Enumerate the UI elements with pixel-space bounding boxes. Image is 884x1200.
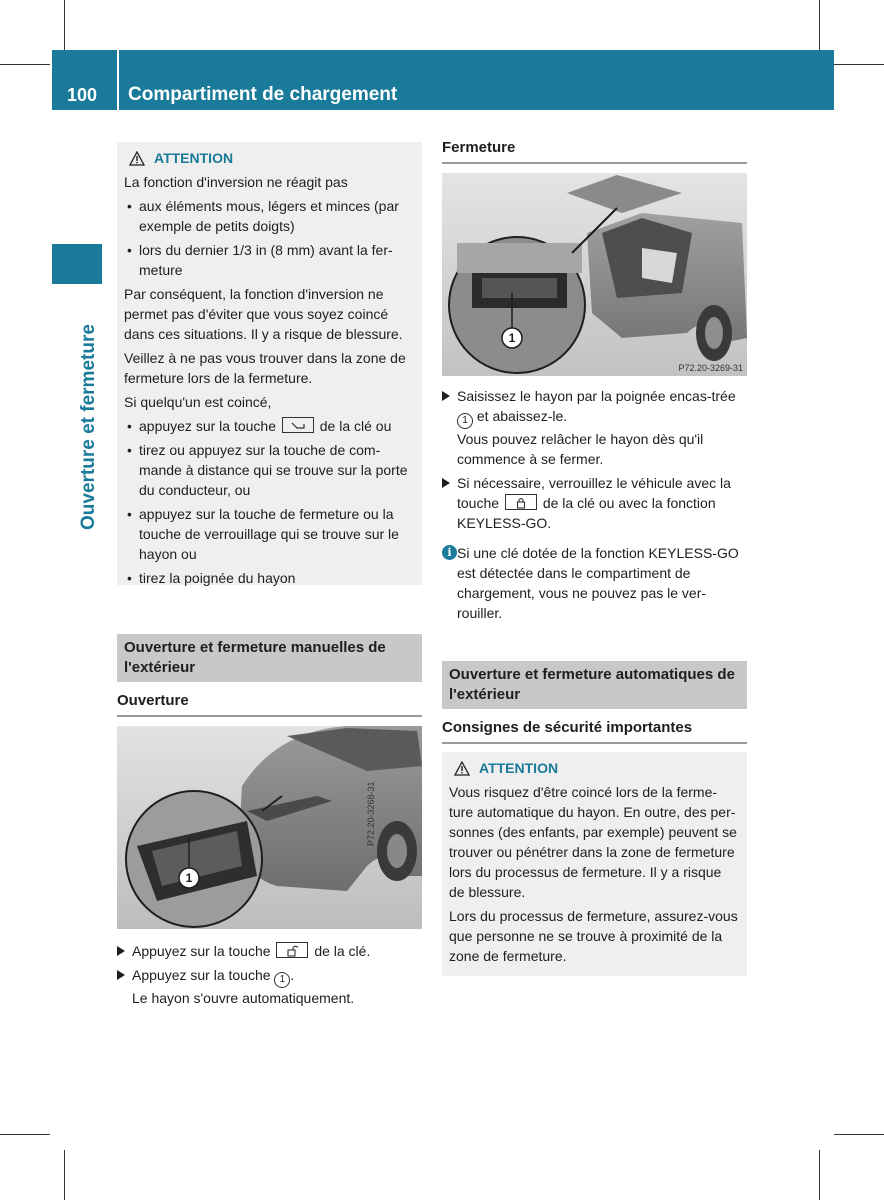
- left-column: [117, 142, 422, 1012]
- figure-label: P72.20-3269-31: [678, 363, 743, 373]
- step-text: de la clé.: [314, 943, 371, 959]
- arrow-icon: [442, 478, 450, 488]
- instruction-step: [117, 941, 422, 961]
- step-text: de la clé ou avec la fonction KEYLESS-GO.: [457, 495, 716, 531]
- crop-mark: [64, 0, 65, 50]
- step-text: Saisissez le hayon par la poignée encas-trée: [457, 388, 736, 404]
- warning-paragraph: Si quelqu'un est coincé,: [124, 394, 272, 410]
- crop-mark: [819, 1150, 820, 1200]
- subheading: Fermeture: [442, 138, 747, 164]
- step-text: Si nécessaire, verrouillez le véhicule avec la touche: [457, 475, 731, 511]
- list-item-text: de la clé ou: [319, 418, 392, 434]
- step-text: .: [290, 967, 295, 983]
- list-item: • tirez ou appuyez sur la touche de com-mande à distance qui se trouve sur la porte du conducteur, ou: [124, 440, 415, 500]
- instruction-step: [442, 386, 747, 469]
- warning-box: [117, 142, 422, 585]
- instruction-step: [442, 473, 747, 533]
- header-divider: [117, 50, 119, 110]
- crop-mark: [834, 1134, 884, 1135]
- info-icon: i: [442, 545, 457, 560]
- list-item-text: appuyez sur la touche: [139, 418, 276, 434]
- warning-triangle-icon: [129, 151, 145, 166]
- callout-number: 1: [457, 413, 473, 429]
- warning-intro: La fonction d'inversion ne réagit pas: [124, 174, 348, 190]
- figure-callout: 1: [185, 871, 193, 885]
- warning-heading: [449, 758, 740, 778]
- warning-heading-text: ATTENTION: [479, 760, 559, 776]
- tailgate-close-key-icon: [282, 417, 314, 433]
- step-result: Le hayon s'ouvre automatiquement.: [132, 990, 355, 1006]
- callout-number: 1: [274, 972, 290, 988]
- warning-paragraph: Lors du processus de fermeture, assurez-vous que personne ne se trouve à proximité de la zone de fermeture.: [449, 908, 738, 964]
- car-open-tailgate-illustration: [442, 173, 747, 376]
- crop-mark: [819, 0, 820, 50]
- crop-mark: [0, 1134, 50, 1135]
- arrow-icon: [442, 391, 450, 401]
- instruction-step: [117, 965, 422, 1008]
- list-item: • lors du dernier 1/3 in (8 mm) avant la fer-meture: [124, 240, 415, 280]
- list-item: • tirez la poignée du hayon: [124, 568, 415, 588]
- figure-callout: 1: [508, 331, 516, 345]
- list-item: [124, 416, 415, 436]
- arrow-icon: [117, 970, 125, 980]
- warning-paragraph: Veillez à ne pas vous trouver dans la zone de fermeture lors de la fermeture.: [124, 350, 406, 386]
- warning-heading-text: ATTENTION: [154, 150, 234, 166]
- step-list: [117, 941, 422, 1008]
- warning-paragraph: Vous risquez d'être coincé lors de la ferme-ture automatique du hayon. En outre, des per-sonnes (des enfants, par exemple) peuvent se trouver ou pénétrer dans la zone de fermeture lors du processus de fermeture. Il y a risque de blessure.: [449, 784, 737, 900]
- crop-mark: [834, 64, 884, 65]
- arrow-icon: [117, 946, 125, 956]
- warning-paragraph: Par conséquent, la fonction d'inversion ne permet pas d'éviter que vous soyez coincé dans ces situations. Il y a risque de blessure.: [124, 286, 403, 342]
- figure-label: P72.20-3268-31: [366, 781, 376, 846]
- warning-triangle-icon: [454, 761, 470, 776]
- step-text: Appuyez sur la touche: [132, 943, 271, 959]
- tailgate-open-photo: [117, 726, 422, 929]
- info-note: [442, 543, 747, 623]
- step-text: et abaissez-le.: [476, 408, 568, 424]
- lock-key-icon: [505, 494, 537, 510]
- right-column: [442, 138, 747, 976]
- info-text: Si une clé dotée de la fonction KEYLESS-GO est détectée dans le compartiment de chargement, vous ne pouvez pas le ver-rouiller.: [457, 545, 739, 621]
- step-list: [442, 386, 747, 533]
- step-result: Vous pouvez relâcher le hayon dès qu'il commence à se fermer.: [457, 431, 704, 467]
- subheading: Ouverture: [117, 691, 422, 717]
- warning-box: [442, 752, 747, 976]
- list-item: • appuyez sur la touche de fermeture ou la touche de verrouillage qui se trouve sur le hayon ou: [124, 504, 415, 564]
- crop-mark: [0, 64, 50, 65]
- page-title: Compartiment de chargement: [128, 84, 398, 105]
- section-heading: Ouverture et fermeture manuelles de l'extérieur: [117, 634, 422, 682]
- crop-mark: [64, 1150, 65, 1200]
- warning-heading: [124, 148, 415, 168]
- subheading: Consignes de sécurité importantes: [442, 718, 747, 744]
- section-heading: Ouverture et fermeture automatiques de l'extérieur: [442, 661, 747, 709]
- tailgate-closing-photo: [442, 173, 747, 376]
- page-number: 100: [66, 85, 98, 105]
- side-tab-label: Ouverture et fermeture: [78, 324, 99, 530]
- step-text: Appuyez sur la touche: [132, 967, 271, 983]
- side-tab-marker: [52, 244, 102, 284]
- unlock-key-icon: [276, 942, 308, 958]
- list-item: • aux éléments mous, légers et minces (par exemple de petits doigts): [124, 196, 415, 236]
